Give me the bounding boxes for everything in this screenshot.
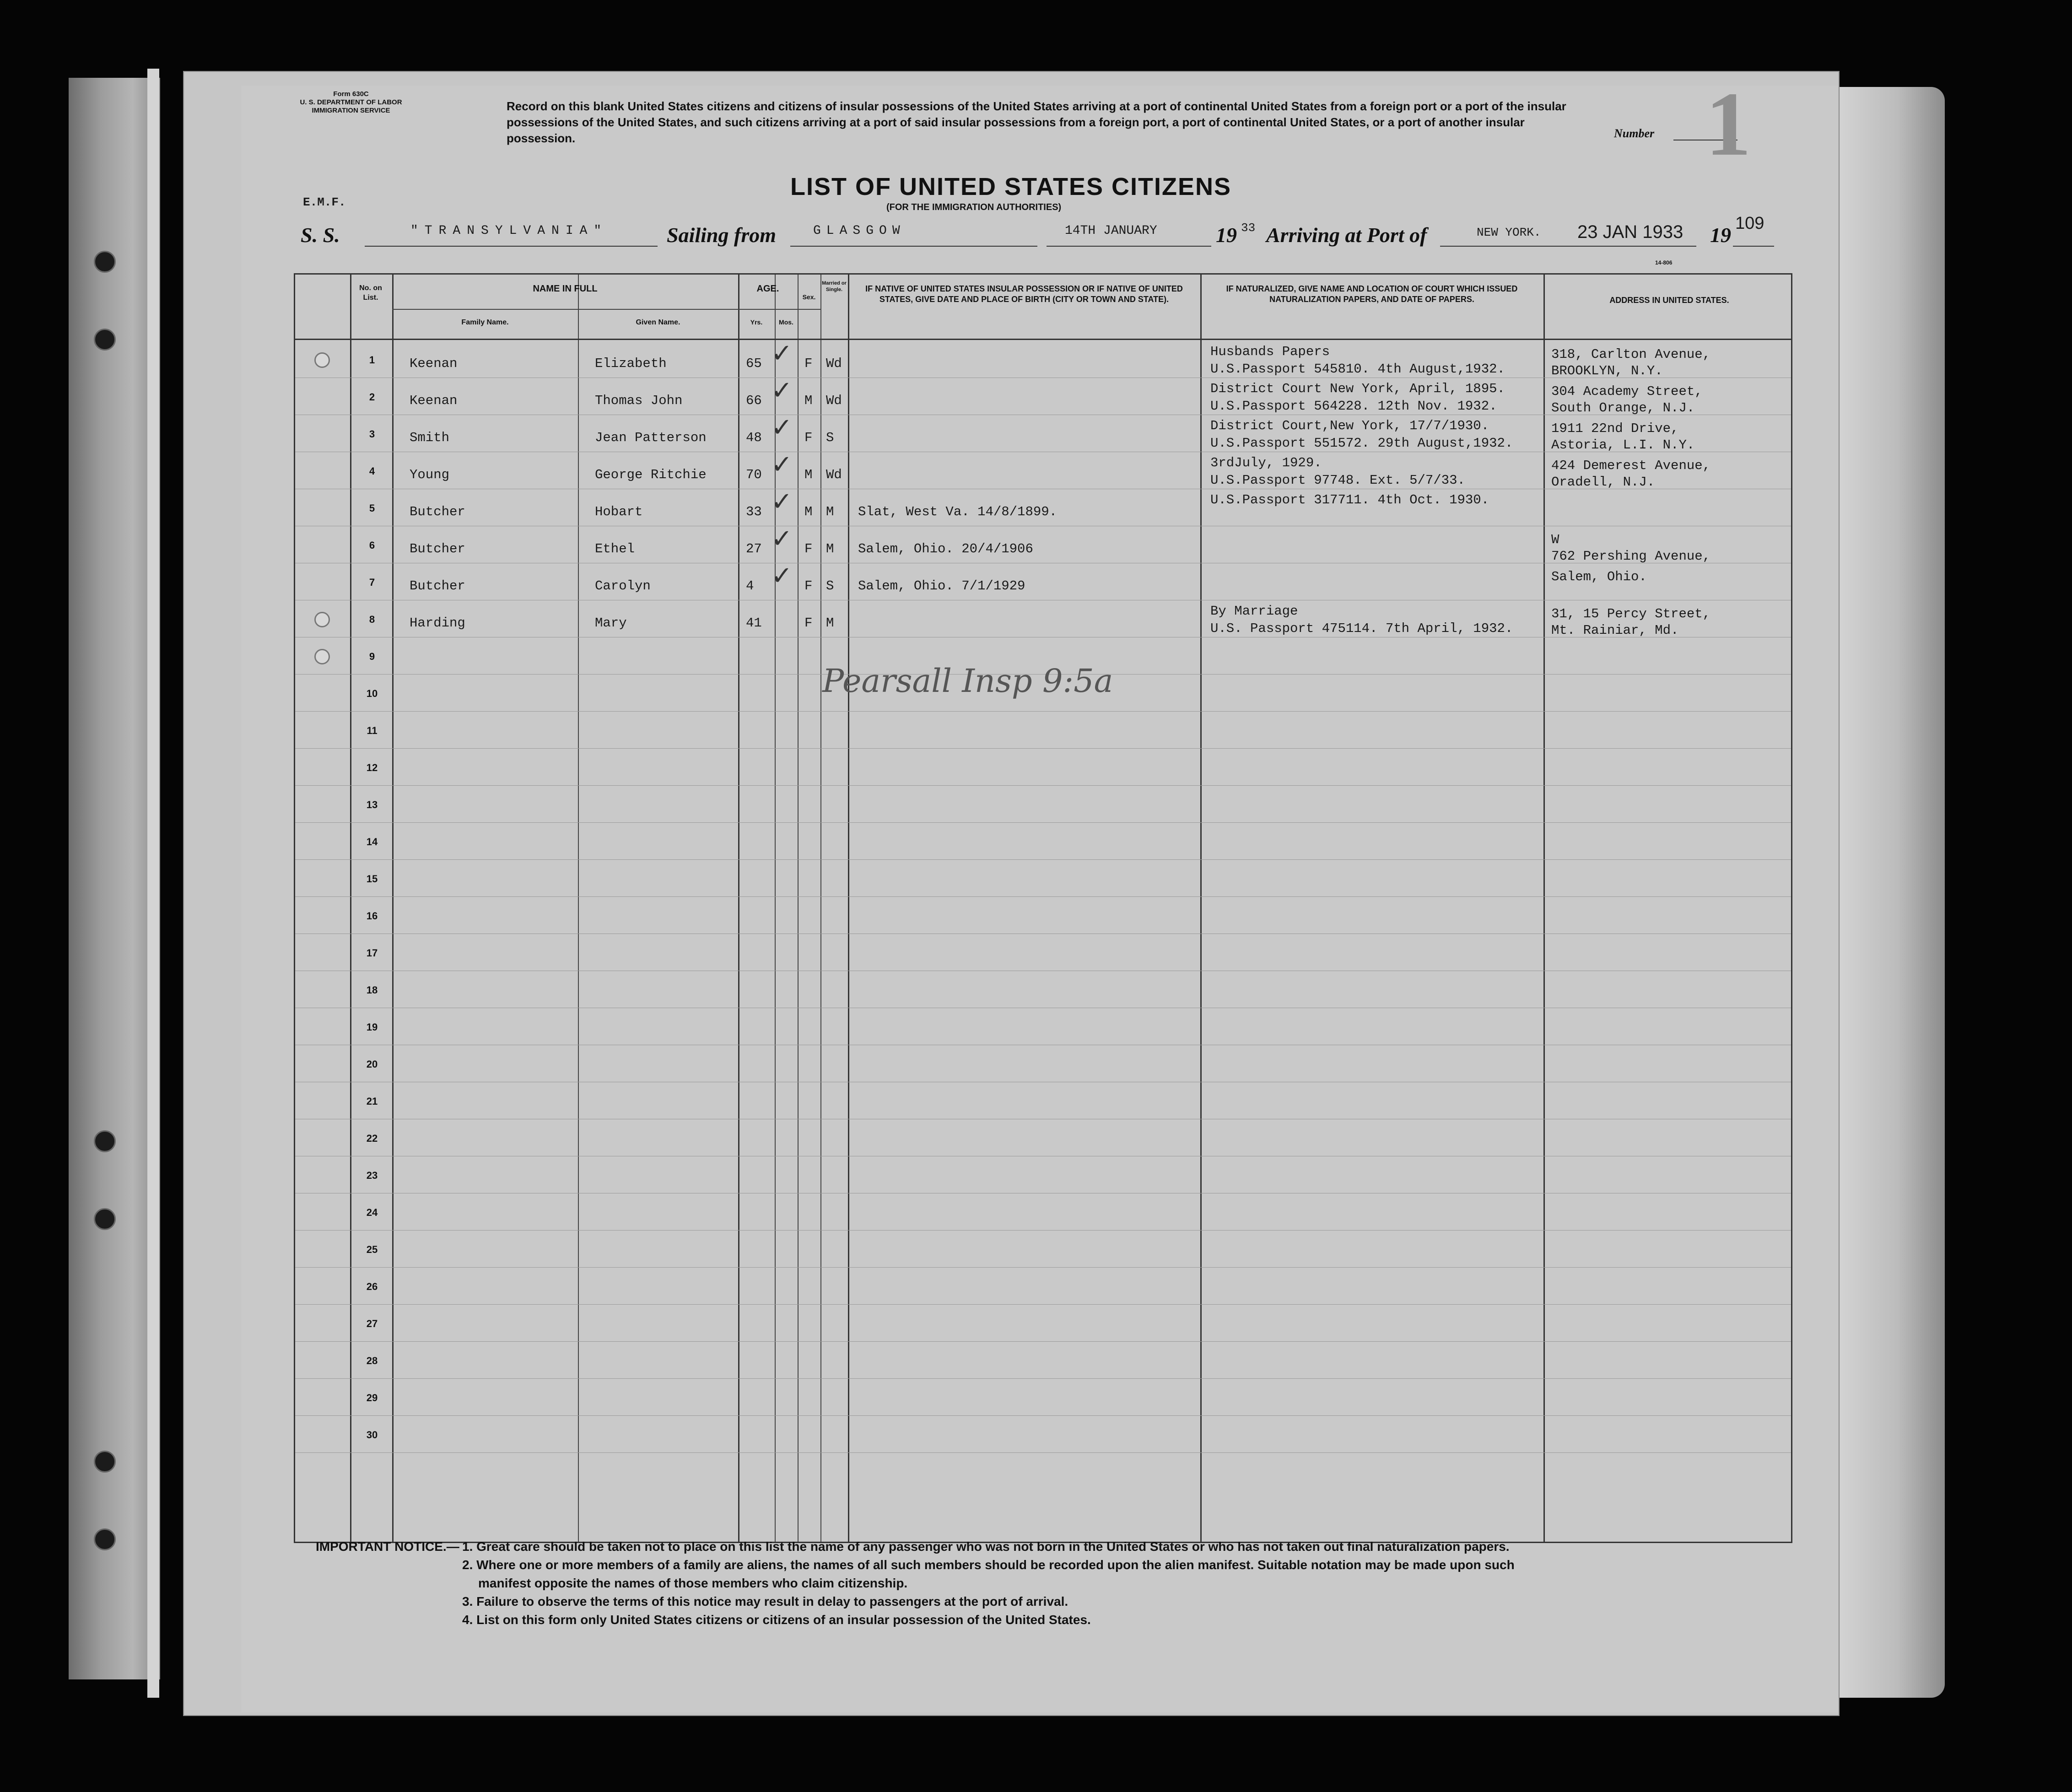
address-line-1: 31, 15 Percy Street,: [1551, 606, 1711, 621]
row-rule: [295, 896, 1791, 897]
col-divider: [1200, 275, 1202, 1542]
given-name-cell: Mary: [595, 615, 627, 631]
naturalization-line-1: U.S.Passport 317711. 4th Oct. 1930.: [1210, 492, 1489, 507]
row-number: 14: [366, 836, 378, 847]
address-line-1: 304 Academy Street,: [1551, 384, 1703, 399]
address-line-2: Mt. Rainiar, Md.: [1551, 623, 1679, 638]
marital-status-cell: Wd: [826, 393, 842, 408]
address-line-2: 762 Pershing Avenue,: [1551, 549, 1711, 564]
sex-cell: F: [804, 541, 813, 556]
arrival-port: NEW YORK.: [1477, 226, 1541, 239]
port-underline: [1440, 246, 1696, 247]
row-number: 15: [366, 873, 378, 885]
year-prefix: 19: [1216, 223, 1237, 247]
marital-status-cell: Wd: [826, 467, 842, 482]
row-number: 7: [369, 577, 375, 588]
year-prefix-2: 19: [1710, 223, 1731, 247]
code-top-left: E.M.F.: [303, 195, 346, 209]
address-line-2: Astoria, L.I. N.Y.: [1551, 437, 1695, 453]
row-rule: [295, 1452, 1791, 1453]
manifest-table: [294, 273, 1792, 1543]
birth-place-cell: Slat, West Va. 14/8/1899.: [858, 504, 1058, 519]
row-punch-mark: [314, 649, 330, 664]
row-number: 26: [366, 1281, 378, 1292]
row-rule: [295, 859, 1791, 860]
given-name-cell: Carolyn: [595, 578, 651, 594]
marital-status-cell: M: [826, 541, 834, 556]
naturalization-line-2: U.S.Passport 97748. Ext. 5/7/33.: [1210, 473, 1465, 488]
row-number: 8: [369, 614, 375, 625]
family-name-cell: Butcher: [410, 541, 465, 556]
row-rule: [295, 822, 1791, 823]
row-number: 22: [366, 1133, 378, 1144]
row-rule: [295, 785, 1791, 786]
col-divider: [820, 275, 821, 1542]
sail-date: 14TH JANUARY: [1065, 224, 1157, 238]
form-instructions: Record on this blank United States citizens and citizens of insular possessions of the United States arriving at a port of continental United States from a foreign port or a port of the insular possessions of the United States, and such citizens arriving at a port of said insular possessions from a foreign port, a port of continental United States, or a port of another insular possession.: [507, 99, 1566, 146]
ss-label: S. S.: [301, 223, 340, 247]
row-number: 2: [369, 391, 375, 403]
binder-hole: [94, 329, 116, 351]
binder-hole: [94, 1208, 116, 1230]
row-rule: [295, 1267, 1791, 1268]
notice-heading: IMPORTANT NOTICE.—: [316, 1539, 459, 1554]
col-header-address: ADDRESS IN UNITED STATES.: [1609, 296, 1729, 305]
arrival-stamp: 23 JAN 1933: [1577, 222, 1684, 242]
col-header-no: No. on List.: [359, 284, 382, 302]
notice-item-4: 4. List on this form only United States citizens or citizens of an insular possession of the United States.: [462, 1613, 1091, 1627]
inspector-annotation: Pearsall Insp 9:5a: [822, 662, 1113, 700]
col-header-naturalized: IF NATURALIZED, GIVE NAME AND LOCATION OF COURT WHICH ISSUED NATURALIZATION PAPERS, AND DATE OF PAPERS.: [1226, 284, 1518, 304]
from-port: GLASGOW: [813, 224, 906, 238]
col-header-given: Given Name.: [636, 318, 680, 326]
marital-status-cell: Wd: [826, 356, 842, 371]
age-years-cell: 48: [746, 430, 762, 445]
col-divider: [798, 275, 799, 1542]
col-divider: [738, 275, 739, 1542]
department: U. S. DEPARTMENT OF LABOR: [300, 98, 402, 106]
col-divider: [848, 275, 849, 1542]
address-line-1: 424 Demerest Avenue,: [1551, 458, 1711, 473]
binder-hole: [94, 1528, 116, 1550]
col-divider: [578, 275, 579, 1542]
birth-place-cell: Salem, Ohio. 20/4/1906: [858, 541, 1033, 556]
check-mark-icon: ✓: [771, 524, 793, 554]
family-name-cell: Keenan: [410, 356, 458, 371]
sex-cell: F: [804, 356, 813, 371]
row-number: 24: [366, 1207, 378, 1218]
row-number: 3: [369, 428, 375, 440]
check-mark-icon: ✓: [771, 339, 793, 368]
row-number: 19: [366, 1021, 378, 1033]
age-years-cell: 66: [746, 393, 762, 408]
age-years-cell: 27: [746, 541, 762, 556]
address-line-2: South Orange, N.J.: [1551, 400, 1695, 416]
marital-status-cell: M: [826, 615, 834, 631]
notice-item-2: 2. Where one or more members of a family are aliens, the names of all such members should be recorded upon the alien manifest. Suitable notation may be made upon such: [462, 1558, 1515, 1572]
naturalization-line-1: 3rdJuly, 1929.: [1210, 455, 1322, 470]
page-stamp: 109: [1735, 214, 1764, 233]
binder-strip: [147, 69, 159, 1698]
given-name-cell: Jean Patterson: [595, 430, 707, 445]
family-name-cell: Harding: [410, 615, 465, 631]
family-name-cell: Young: [410, 467, 450, 482]
row-rule: [295, 1341, 1791, 1342]
given-name-cell: Elizabeth: [595, 356, 667, 371]
form-ident: [282, 90, 420, 115]
row-number: 18: [366, 984, 378, 996]
naturalization-line-1: By Marriage: [1210, 604, 1298, 619]
sail-year: 33: [1241, 221, 1256, 235]
row-number: 6: [369, 540, 375, 551]
address-line-1: W: [1551, 532, 1559, 547]
sex-cell: M: [804, 467, 813, 482]
row-punch-mark: [314, 612, 330, 627]
row-number: 1: [369, 354, 375, 366]
col-divider: [1543, 275, 1545, 1542]
col-header-yrs: Yrs.: [750, 318, 763, 326]
sailing-label: Sailing from: [667, 223, 777, 247]
col-divider: [392, 275, 394, 1542]
binder-left-edge: [69, 78, 160, 1679]
marital-status-cell: M: [826, 504, 834, 519]
marital-status-cell: S: [826, 430, 834, 445]
age-years-cell: 4: [746, 578, 754, 594]
address-line-1: 1911 22nd Drive,: [1551, 421, 1679, 436]
row-number: 29: [366, 1392, 378, 1403]
check-mark-icon: ✓: [771, 487, 793, 517]
family-name-cell: Smith: [410, 430, 450, 445]
row-number: 27: [366, 1318, 378, 1329]
col-divider: [350, 275, 351, 1542]
row-number: 5: [369, 502, 375, 514]
from-underline: [790, 246, 1037, 247]
row-number: 20: [366, 1058, 378, 1070]
binder-hole: [94, 251, 116, 273]
check-mark-icon: ✓: [771, 561, 793, 591]
row-number: 28: [366, 1355, 378, 1366]
given-name-cell: George Ritchie: [595, 467, 707, 482]
naturalization-line-1: District Court New York, April, 1895.: [1210, 381, 1505, 396]
row-number: 10: [366, 688, 378, 699]
row-punch-mark: [314, 352, 330, 368]
check-mark-icon: ✓: [771, 413, 793, 443]
col-header-age: AGE.: [756, 284, 779, 294]
age-years-cell: 70: [746, 467, 762, 482]
notice-item-1: 1. Great care should be taken not to place on this list the name of any passenger who was not born in the United States or who has not taken out final naturalization papers.: [462, 1539, 1510, 1554]
col-header-married: Married or Single.: [822, 281, 847, 293]
check-mark-icon: ✓: [771, 450, 793, 480]
birth-place-cell: Salem, Ohio. 7/1/1929: [858, 578, 1025, 594]
naturalization-line-2: U.S.Passport 545810. 4th August,1932.: [1210, 362, 1505, 377]
service: IMMIGRATION SERVICE: [312, 107, 390, 114]
address-line-1: Salem, Ohio.: [1551, 569, 1647, 584]
row-number: 23: [366, 1170, 378, 1181]
form-title: LIST OF UNITED STATES CITIZENS: [790, 173, 1231, 200]
sex-cell: F: [804, 615, 813, 631]
sex-cell: F: [804, 430, 813, 445]
row-rule: [295, 748, 1791, 749]
form-number: Form 630C: [333, 90, 369, 98]
naturalization-line-2: U.S.Passport 564228. 12th Nov. 1932.: [1210, 399, 1497, 414]
notice-item-2-cont: manifest opposite the names of those members who claim citizenship.: [478, 1576, 908, 1590]
col-header-mos: Mos.: [779, 318, 793, 326]
sex-cell: F: [804, 578, 813, 594]
row-number: 11: [367, 725, 378, 736]
address-line-1: 318, Carlton Avenue,: [1551, 347, 1711, 362]
row-number: 13: [366, 799, 378, 810]
row-number: 4: [369, 465, 375, 477]
manifest-page: [183, 71, 1840, 1716]
ship-underline: [365, 246, 658, 247]
family-name-cell: Keenan: [410, 393, 458, 408]
family-name-cell: Butcher: [410, 578, 465, 594]
naturalization-line-2: U.S.Passport 551572. 29th August,1932.: [1210, 436, 1513, 451]
binder-hole: [94, 1130, 116, 1152]
naturalization-line-1: District Court,New York, 17/7/1930.: [1210, 418, 1489, 433]
col-header-native: IF NATIVE OF UNITED STATES INSULAR POSSESSION OR IF NATIVE OF UNITED STATES, GIVE DATE AND PLACE OF BIRTH (CITY OR TOWN AND STATE).: [865, 284, 1183, 304]
age-years-cell: 41: [746, 615, 762, 631]
adjacent-page-edge: [1826, 87, 1945, 1698]
row-rule: [295, 1230, 1791, 1231]
address-line-2: BROOKLYN, N.Y.: [1551, 363, 1663, 378]
form-area: [241, 74, 1838, 1712]
header-divider: [295, 339, 1791, 340]
arriving-label: Arriving at Port of: [1266, 223, 1427, 247]
row-rule: [295, 1415, 1791, 1416]
row-number: 9: [369, 651, 375, 662]
given-name-cell: Ethel: [595, 541, 635, 556]
number-label: Number: [1614, 127, 1655, 140]
form-subtitle: (FOR THE IMMIGRATION AUTHORITIES): [886, 202, 1062, 212]
row-number: 30: [366, 1429, 378, 1441]
binder-hole: [94, 1451, 116, 1473]
name-subheader-divider: [392, 309, 820, 310]
year-underline: [1733, 246, 1774, 247]
sex-cell: M: [804, 504, 813, 519]
notice-item-3: 3. Failure to observe the terms of this notice may result in delay to passengers at the port of arrival.: [462, 1594, 1068, 1608]
page-number: 1: [1705, 74, 1751, 175]
marital-status-cell: S: [826, 578, 834, 594]
row-rule: [295, 1304, 1791, 1305]
row-number: 17: [366, 947, 378, 959]
given-name-cell: Thomas John: [595, 393, 683, 408]
age-years-cell: 33: [746, 504, 762, 519]
ship-name: "TRANSYLVANIA": [410, 224, 608, 238]
sex-cell: M: [804, 393, 813, 408]
naturalization-line-1: Husbands Papers: [1210, 344, 1330, 359]
col-header-family: Family Name.: [461, 318, 509, 326]
given-name-cell: Hobart: [595, 504, 643, 519]
date-underline: [1047, 246, 1211, 247]
row-rule: [295, 1378, 1791, 1379]
address-line-2: Oradell, N.J.: [1551, 475, 1655, 490]
row-number: 21: [366, 1096, 378, 1107]
row-number: 25: [366, 1244, 378, 1255]
col-header-sex: Sex.: [802, 293, 816, 301]
row-number: 12: [366, 762, 378, 773]
age-years-cell: 65: [746, 356, 762, 371]
naturalization-line-2: U.S. Passport 475114. 7th April, 1932.: [1210, 621, 1513, 636]
row-number: 16: [366, 910, 378, 922]
check-mark-icon: ✓: [771, 376, 793, 405]
row-rule: [295, 711, 1791, 712]
code-small: 14-806: [1655, 259, 1673, 266]
col-header-name: NAME IN FULL: [533, 284, 598, 294]
family-name-cell: Butcher: [410, 504, 465, 519]
